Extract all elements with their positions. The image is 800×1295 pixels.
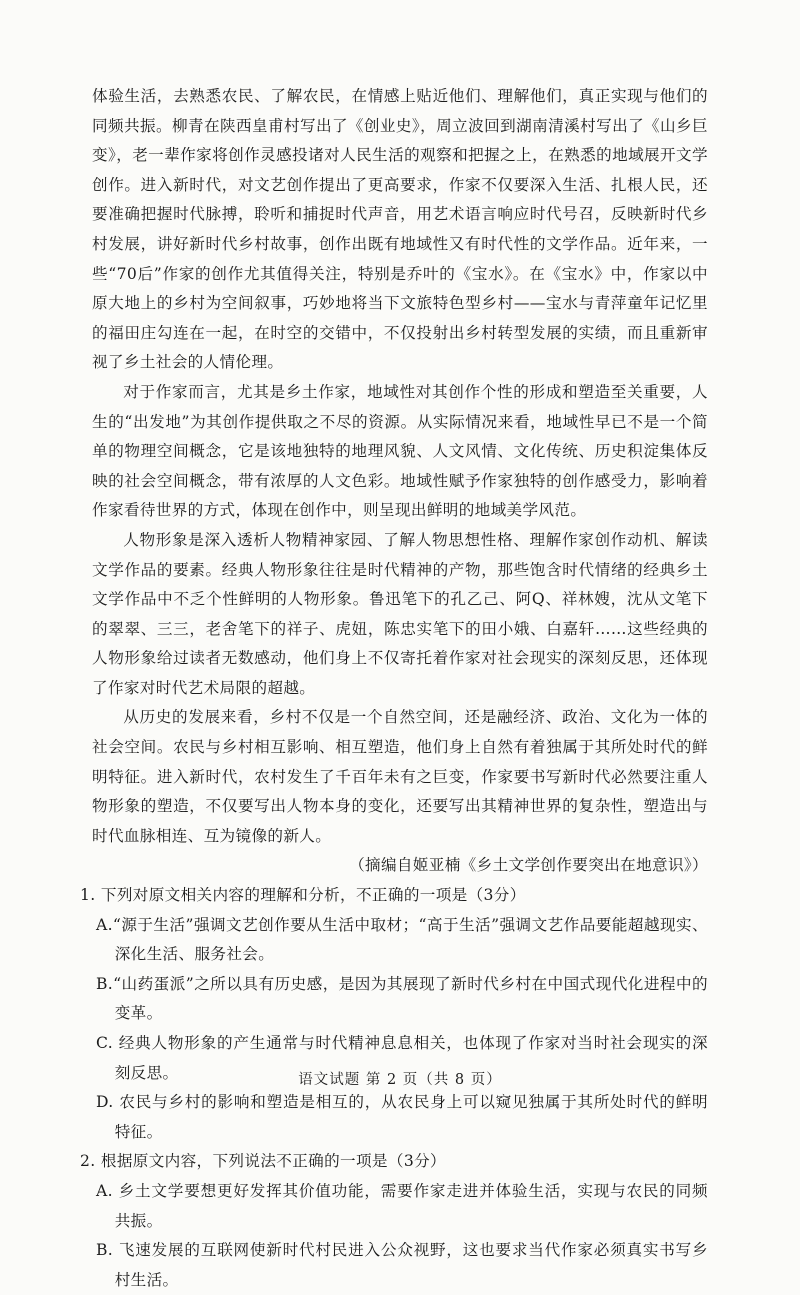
option-a: A. 乡土文学要想更好发挥其价值功能，需要作家走进并体验生活，实现与农民的同频共振。: [96, 1181, 708, 1230]
paragraph-3: 人物形象是深入透析人物精神家园、了解人物思想性格、理解作家创作动机、解读文学作品的要素。经典人物形象往往是时代精神的产物，那些饱含时代情绪的经典乡土文学作品中不乏个性鲜明的人物形象。鲁迅笔下的孔乙己、阿Q、祥林嫂，沈从文笔下的翠翠、三三，老舍笔下的祥子、虎妞，陈忠实笔下的田小娥、白嘉轩……这些经典的人物形象给过读者无数感动，他们身上不仅寄托着作家对社会现实的深刻反思，还体现了作家对时代艺术局限的超越。: [92, 530, 708, 697]
source-citation: （摘编自姬亚楠《乡土文学创作要突出在地意识》）: [349, 856, 708, 875]
exam-page-body: [80, 82, 708, 1295]
question-2: [80, 1147, 708, 1295]
option-c: C. 经典人物形象的产生通常与时代精神息息相关，也体现了作家对当时社会现实的深刻反思。: [96, 1034, 708, 1082]
page-footer: 语文试题 第 2 页（共 8 页）: [298, 1072, 502, 1088]
option-a: A.“源于生活”强调文艺创作要从生活中取材；“高于生活”强调文艺作品要能超越现实、深化生活、服务社会。: [96, 915, 708, 964]
option-b: B.“山药蛋派”之所以具有历史感，是因为其展现了新时代乡村在中国式现代化进程中的变革。: [96, 974, 708, 1023]
paragraph-2: 对于作家而言，尤其是乡土作家，地域性对其创作个性的形成和塑造至关重要，人生的“出发地”为其创作提供取之不尽的资源。从实际情况来看，地域性早已不是一个简单的物理空间概念，它是该地独特的地理风貌、人文风情、文化传统、历史积淀集体反映的社会空间概念，带有浓厚的人文色彩。地域性赋予作家独特的创作感受力，影响着作家看待世界的方式，体现在创作中，则呈现出鲜明的地域美学风范。: [92, 382, 708, 520]
question-stem: 1. 下列对原文相关内容的理解和分析，不正确的一项是（3分）: [80, 886, 526, 905]
paragraph-1: 体验生活，去熟悉农民、了解农民，在情感上贴近他们、理解他们，真正实现与他们的同频共振。柳青在陕西皇甫村写出了《创业史》，周立波回到湖南清溪村写出了《山乡巨变》，老一辈作家将创作灵感投诸对人民生活的观察和把握之上，在熟悉的地域展开文学创作。进入新时代，对文艺创作提出了更高要求，作家不仅要深入生活、扎根人民，还要准确把握时代脉搏，聆听和捕捉时代声音，用艺术语言响应时代号召，反映新时代乡村发展，讲好新时代乡村故事，创作出既有地域性又有时代性的文学作品。近年来，一些“70后”作家的创作尤其值得关注，特别是乔叶的《宝水》。在《宝水》中，作家以中原大地上的乡村为空间叙事，巧妙地将当下文旅特色型乡村——宝水与青萍童年记忆里的福田庄勾连在一起，在时空的交错中，不仅投射出乡村转型发展的实绩，而且重新审视了乡土社会的人情伦理。: [92, 87, 708, 372]
question-1: [80, 881, 708, 1147]
question-stem: 2. 根据原文内容，下列说法不正确的一项是（3分）: [80, 1152, 446, 1171]
paragraph-4: 从历史的发展来看，乡村不仅是一个自然空间，还是融经济、政治、文化为一体的社会空间。农民与乡村相互影响、相互塑造，他们身上自然有着独属于其所处时代的鲜明特征。进入新时代，农村发生了千百年未有之巨变，作家要书写新时代必然要注重人物形象的塑造，不仅要写出人物本身的变化，还要写出其精神世界的复杂性，塑造出与时代血脉相连、互为镜像的新人。: [92, 708, 708, 845]
option-b: B. 飞速发展的互联网使新时代村民进入公众视野，这也要求当代作家必须真实书写乡村生活。: [96, 1241, 708, 1289]
option-d: D. 农民与乡村的影响和塑造是相互的，从农民身上可以窥见独属于其所处时代的鲜明特征。: [96, 1093, 708, 1141]
